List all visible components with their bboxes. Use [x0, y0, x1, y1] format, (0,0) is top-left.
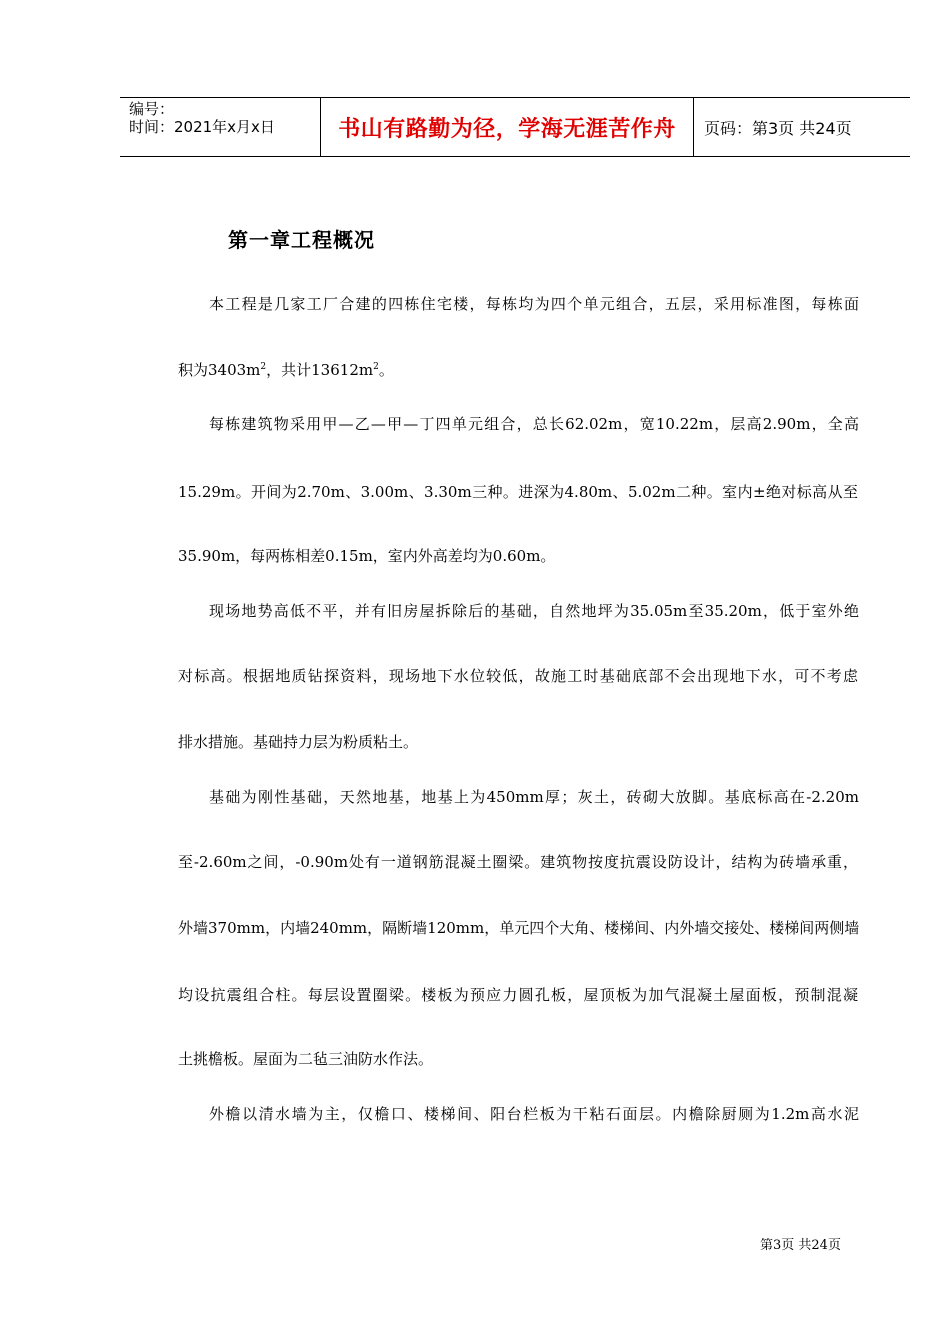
body-line: 15.29m。开间为2.70m、3.00m、3.30m三种。进深为4.80m、5.02m二种。室内±绝对标高从至 [178, 483, 858, 501]
header-page-info: 页码：第3页 共24页 [704, 118, 852, 138]
page-header [120, 97, 910, 157]
body-line: 外墙370mm，内墙240mm，隔断墙120mm，单元四个大角、楼梯间、内外墙交接处、楼梯间两侧墙 [178, 919, 860, 937]
body-line-area: 积为$3403m^2$，共计$13612m^2$。 [178, 361, 394, 379]
body-line: 对标高。根据地质钻探资料，现场地下水位较低，故施工时基础底部不会出现地下水，可不考虑 [178, 667, 858, 685]
body-line: 土挑檐板。屋面为二毡三油防水作法。 [178, 1050, 434, 1068]
body-line: 至-2.60m之间，-0.90m处有一道钢筋混凝土圈梁。建筑物按度抗震设防设计，结构为砖墙承重， [178, 853, 858, 871]
body-line: 基础为刚性基础，天然地基，地基上为450mm厚；灰土，砖砌大放脚。基底标高在-2.20m [209, 788, 859, 806]
body-line: 外檐以清水墙为主，仅檐口、楼梯间、阳台栏板为干粘石面层。内檐除厨厕为1.2m高水泥 [209, 1105, 859, 1123]
body-line: 均设抗震组合柱。每层设置圈梁。楼板为预应力圆孔板，屋顶板为加气混凝土屋面板，预制混凝 [178, 986, 858, 1004]
body-line: 排水措施。基础持力层为粉质粘土。 [178, 733, 419, 751]
page-footer: 第3页 共24页 [760, 1238, 841, 1253]
body-line: 35.90m，每两栋相差0.15m，室内外高差均为0.60m。 [178, 547, 556, 565]
chapter-title: 第一章工程概况 [228, 228, 375, 252]
document-time-label: 时间：2021年x月x日 [129, 118, 275, 136]
header-motto: 书山有路勤为径，学海无涯苦作舟 [321, 98, 694, 156]
body-line: 现场地势高低不平，并有旧房屋拆除后的基础，自然地坪为35.05m至35.20m，低于室外绝 [209, 602, 859, 620]
body-line: 每栋建筑物采用甲—乙—甲—丁四单元组合，总长62.02m，宽10.22m，层高2.90m，全高 [209, 415, 859, 433]
body-line: 本工程是几家工厂合建的四栋住宅楼，每栋均为四个单元组合，五层，采用标准图，每栋面 [209, 295, 859, 313]
document-number-label: 编号： [129, 100, 175, 118]
header-meta [120, 98, 321, 156]
